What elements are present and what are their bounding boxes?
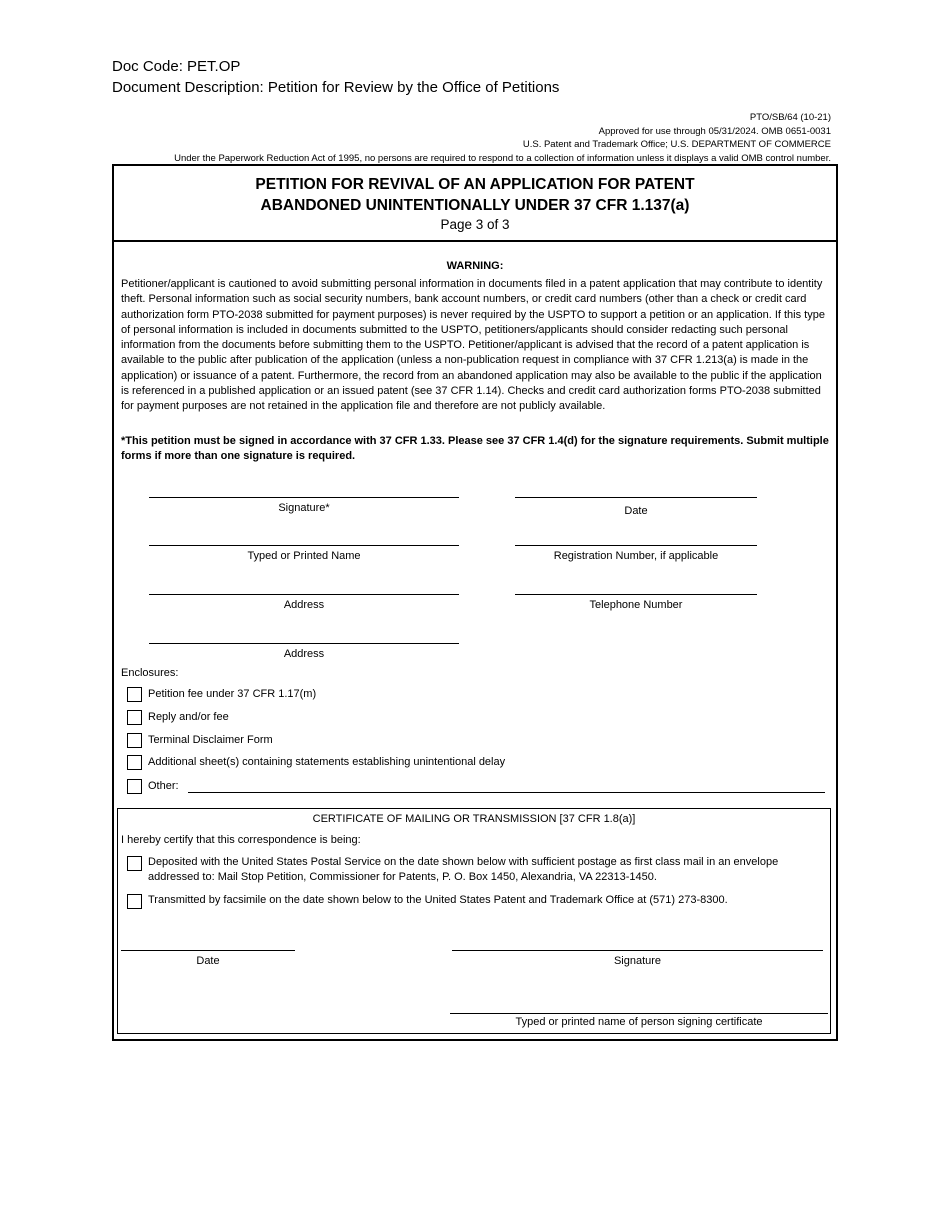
enclosure-label-petition-fee: Petition fee under 37 CFR 1.17(m) bbox=[148, 688, 317, 700]
enclosure-checkbox-petition-fee[interactable] bbox=[127, 687, 142, 702]
registration-number-field[interactable] bbox=[515, 545, 757, 564]
enclosures-title: Enclosures: bbox=[121, 667, 179, 679]
enclosure-item bbox=[127, 755, 505, 770]
certificate-title: CERTIFICATE OF MAILING OR TRANSMISSION [37 CFR 1.8(a)] bbox=[312, 813, 636, 825]
typed-name-label: Typed or Printed Name bbox=[247, 550, 361, 562]
agency-name: U.S. Patent and Trademark Office; U.S. DEPARTMENT OF COMMERCE bbox=[522, 139, 831, 151]
typed-name-field[interactable] bbox=[149, 545, 459, 564]
warning-title: WARNING: bbox=[446, 260, 504, 272]
certificate-option bbox=[127, 893, 810, 909]
enclosure-item bbox=[127, 779, 179, 794]
enclosure-checkbox-terminal-disclaimer[interactable] bbox=[127, 733, 142, 748]
title-line-1: PETITION FOR REVIVAL OF AN APPLICATION FOR PATENT bbox=[255, 176, 695, 193]
enclosure-item bbox=[127, 733, 273, 748]
signature-field[interactable] bbox=[149, 497, 459, 516]
doc-header bbox=[112, 56, 559, 98]
paperwork-notice: Under the Paperwork Reduction Act of 1995, no persons are required to respond to a collection of information unless it displays a valid OMB control number. bbox=[174, 152, 831, 164]
address-field-2[interactable] bbox=[149, 643, 459, 662]
warning-text: Petitioner/applicant is cautioned to avoid submitting personal information in documents filed in a patent application that may contribute to identity theft. Personal information such as social security numbers, bank account numbers, or credit card numbers (other than a check or credit card authorization form PTO-2038 submitted for payment purposes) is never required by the USPTO to support a petition or an application. If this type of personal information is included in documents submitted to the USPTO, petitioners/applicants should consider redacting such personal information from the documents before submitting them to the USPTO. Petitioner/applicant is advised that the record of a patent application is available to the public after publication of the application (unless a non-publication request in compliance with 37 CFR 1.213(a) is made in the application) or issuance of a patent. Furthermore, the record from an abandoned application may also be available to the public if the application is referenced in a published application or an issued patent (see 37 CFR 1.14). Checks and credit card authorization forms PTO-2038 submitted for payment purposes are not retained in the application file and therefore are not publicly available. bbox=[121, 278, 825, 413]
enclosure-checkbox-other[interactable] bbox=[127, 779, 142, 794]
certificate-signature-field[interactable] bbox=[452, 950, 823, 969]
signature-label: Signature* bbox=[278, 502, 330, 514]
omb-approval: Approved for use through 05/31/2024. OMB 0651-0031 bbox=[598, 125, 831, 137]
enclosure-item bbox=[127, 710, 229, 725]
form-frame bbox=[112, 164, 838, 1041]
doc-description: Document Description: Petition for Review by the Office of Petitions bbox=[112, 79, 560, 96]
certificate-intro: I hereby certify that this correspondence is being: bbox=[121, 834, 361, 846]
other-input-line[interactable] bbox=[188, 792, 825, 793]
certificate-checkbox-fax[interactable] bbox=[127, 894, 142, 909]
certificate-label-mail: Deposited with the United States Postal Service on the date shown below with sufficient postage as first class mail in an envelope addressed to: Mail Stop Petition, Commissioner for Patents, P. O. Box 1450, Alexandria, VA 22313-1450. bbox=[148, 856, 779, 884]
enclosure-item bbox=[127, 687, 316, 702]
certificate-date-label: Date bbox=[196, 955, 220, 967]
registration-number-label: Registration Number, if applicable bbox=[553, 550, 719, 562]
certificate-option bbox=[127, 855, 810, 886]
page-number: Page 3 of 3 bbox=[440, 217, 510, 232]
doc-code: Doc Code: PET.OP bbox=[112, 58, 241, 75]
certificate-date-field[interactable] bbox=[121, 950, 295, 969]
telephone-field[interactable] bbox=[515, 594, 757, 613]
certificate-box bbox=[117, 808, 831, 1034]
enclosure-label-reply: Reply and/or fee bbox=[148, 711, 229, 723]
certificate-typed-name-field[interactable] bbox=[450, 1013, 828, 1030]
telephone-label: Telephone Number bbox=[589, 599, 683, 611]
certificate-typed-name-label: Typed or printed name of person signing certificate bbox=[515, 1016, 763, 1028]
enclosure-label-additional-sheets: Additional sheet(s) containing statements establishing unintentional delay bbox=[148, 756, 506, 768]
certificate-label-fax: Transmitted by facsimile on the date shown below to the United States Patent and Trademark Office at (571) 273-8300. bbox=[148, 894, 728, 906]
enclosure-checkbox-additional-sheets[interactable] bbox=[127, 755, 142, 770]
omb-block bbox=[174, 111, 831, 165]
certificate-checkbox-mail[interactable] bbox=[127, 856, 142, 871]
date-label: Date bbox=[624, 505, 648, 517]
title-line-2: ABANDONED UNINTENTIONALLY UNDER 37 CFR 1.137(a) bbox=[260, 197, 690, 214]
address-field-1[interactable] bbox=[149, 594, 459, 613]
address-label-2: Address bbox=[283, 648, 325, 660]
certificate-signature-label: Signature bbox=[613, 955, 662, 967]
address-label-1: Address bbox=[283, 599, 325, 611]
enclosure-label-other: Other: bbox=[148, 780, 179, 792]
form-title bbox=[114, 166, 836, 216]
date-field[interactable] bbox=[515, 497, 757, 519]
enclosure-label-terminal-disclaimer: Terminal Disclaimer Form bbox=[148, 734, 273, 746]
enclosure-checkbox-reply[interactable] bbox=[127, 710, 142, 725]
title-box bbox=[114, 166, 836, 242]
signature-note: *This petition must be signed in accordance with 37 CFR 1.33. Please see 37 CFR 1.4(d) for the signature requirements. Submit multiple forms if more than one signature is required. bbox=[121, 435, 829, 463]
form-number: PTO/SB/64 (10-21) bbox=[749, 112, 831, 123]
